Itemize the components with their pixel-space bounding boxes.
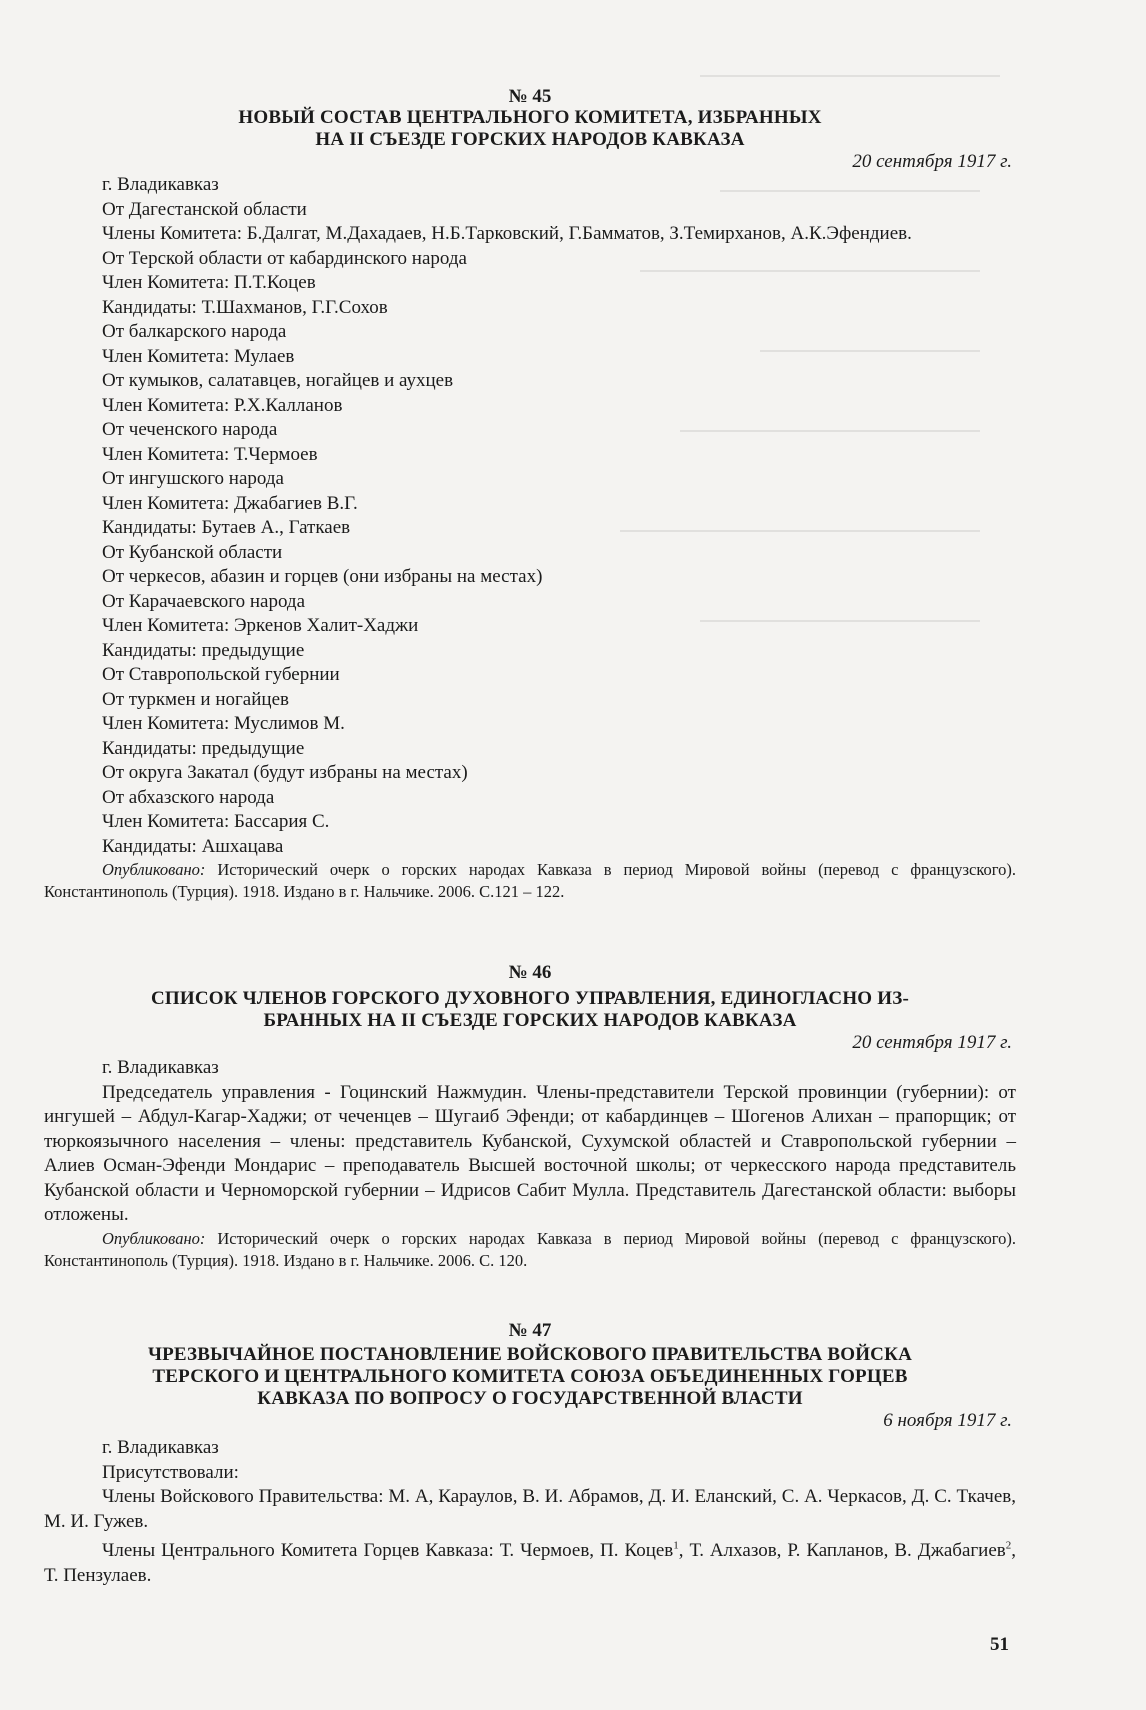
list-item: От округа Закатал (будут избраны на местах)	[102, 762, 468, 783]
list-item: Кандидаты: предыдущие	[102, 737, 305, 759]
footnote-ref: 2	[1005, 1539, 1012, 1552]
committee-text: , Т. Алхазов, Р. Капланов, В. Джабагиев	[678, 1540, 1006, 1561]
document-number: № 46	[508, 962, 552, 983]
document-date: 20 сентября 1917 г.	[852, 151, 1012, 172]
list-item: Член Комитета: Мулаев	[102, 345, 295, 367]
committee-text: , Т. Пензулаев.	[44, 1540, 1017, 1586]
committee-members	[44, 1539, 1016, 1588]
list-item: От Карачаевского народа	[102, 590, 306, 612]
publication-note	[44, 1228, 1016, 1272]
document-title: ТЕРСКОГО И ЦЕНТРАЛЬНОГО КОМИТЕТА СОЮЗА ОБЪЕДИНЕННЫХ ГОРЦЕВ	[152, 1366, 908, 1387]
place: г. Владикавказ	[102, 174, 219, 195]
list-item: От черкесов, абазин и горцев (они избраны на местах)	[102, 566, 543, 587]
list-item: От чеченского народа	[102, 419, 278, 440]
list-item: Член Комитета: Эркенов Халит-Хаджи	[102, 615, 419, 636]
list-item: Член Комитета: Джабагиев В.Г.	[102, 492, 358, 514]
present-heading: Присутствовали:	[102, 1461, 239, 1483]
publication-source: Исторический очерк о горских народах Кавказа в период Мировой войны (перевод с французского). Константинополь (Турция). 1918. Издано в г. Нальчике. 2006. С. 120.	[44, 1228, 1016, 1270]
document-47	[44, 1320, 1016, 1588]
document-number: № 47	[508, 1320, 552, 1341]
document-45	[44, 86, 1016, 903]
document-title: БРАННЫХ НА II СЪЕЗДЕ ГОРСКИХ НАРОДОВ КАВКАЗА	[263, 1010, 797, 1031]
document-title: СПИСОК ЧЛЕНОВ ГОРСКОГО ДУХОВНОГО УПРАВЛЕНИЯ, ЕДИНОГЛАСНО ИЗ-	[151, 988, 909, 1009]
list-item: Кандидаты: Бутаев А., Гаткаев	[102, 517, 351, 538]
document-title: НОВЫЙ СОСТАВ ЦЕНТРАЛЬНОГО КОМИТЕТА, ИЗБРАННЫХ	[238, 107, 822, 128]
list-item: Член Комитета: П.Т.Коцев	[102, 272, 316, 293]
list-item: От ингушского народа	[102, 468, 284, 489]
document-46	[44, 962, 1016, 1272]
footnote-ref: 1	[673, 1539, 679, 1552]
list-item: Кандидаты: Т.Шахманов, Г.Г.Сохов	[102, 296, 388, 318]
document-title: КАВКАЗА ПО ВОПРОСУ О ГОСУДАРСТВЕННОЙ ВЛАСТИ	[257, 1388, 803, 1409]
page-number: 51	[990, 1634, 1009, 1655]
list-item: Кандидаты: Ашхацава	[102, 835, 284, 857]
place: г. Владикавказ	[102, 1437, 219, 1458]
list-item: От кумыков, салатавцев, ногайцев и аухцев	[102, 370, 454, 391]
list-item: Член Комитета: Бассария С.	[102, 811, 330, 832]
document-title: ЧРЕЗВЫЧАЙНОЕ ПОСТАНОВЛЕНИЕ ВОЙСКОВОГО ПРАВИТЕЛЬСТВА ВОЙСКА	[147, 1344, 912, 1365]
list-item: От Кубанской области	[102, 541, 283, 563]
publication-label: Опубликовано:	[102, 860, 206, 879]
publication-note	[44, 859, 1016, 903]
list-item: От абхазского народа	[102, 786, 275, 808]
document-date: 20 сентября 1917 г.	[852, 1032, 1012, 1053]
government-members: Члены Войскового Правительства: М. А, Караулов, В. И. Абрамов, Д. И. Еланский, С. А. Черкасов, Д. С. Ткачев, М. И. Гужев.	[44, 1486, 1016, 1532]
list-item: Член Комитета: Т.Чермоев	[102, 443, 318, 465]
document-title: НА II СЪЕЗДЕ ГОРСКИХ НАРОДОВ КАВКАЗА	[315, 129, 745, 150]
body-paragraph: Председатель управления - Гоцинский Нажмудин. Члены-представители Терской провинции (губернии): от ингушей – Абдул-Кагар-Хаджи; от чеченцев – Шугаиб Эфенди; от кабардинцев – Шогенов Алихан – прапорщик; от тюркоязычного населения – члены: представитель Кубанской, Сухумской областей и Ставропольской губернии – Алиев Осман-Эфенди Мондарис – преподаватель Высшей восточной школы; от черкесского народа представитель Кубанской области и Черноморской губернии – Идрисов Сабит Мулла. Представитель Дагестанской области: выборы отложены.	[44, 1081, 1016, 1225]
list-item: От Терской области от кабардинского народа	[102, 247, 467, 269]
list-item: Кандидаты: предыдущие	[102, 639, 305, 661]
members-paragraph: Члены Комитета: Б.Далгат, М.Дахадаев, Н.Б.Тарковский, Г.Бамматов, З.Темирханов, А.К.Эфендиев.	[102, 223, 912, 244]
document-number: № 45	[508, 86, 552, 107]
list-item: Член Комитета: Р.Х.Калланов	[102, 394, 343, 416]
list-item: От туркмен и ногайцев	[102, 688, 289, 710]
publication-source: Исторический очерк о горских народах Кавказа в период Мировой войны (перевод с французского). Константинополь (Турция). 1918. Издано в г. Нальчике. 2006. С.121 – 122.	[44, 860, 1016, 901]
list-item: От балкарского народа	[102, 321, 287, 342]
document-date: 6 ноября 1917 г.	[883, 1410, 1012, 1431]
list-item: Член Комитета: Муслимов М.	[102, 713, 345, 734]
publication-label: Опубликовано:	[102, 1228, 206, 1248]
committee-text: Члены Центрального Комитета Горцев Кавказа: Т. Чермоев, П. Коцев	[102, 1540, 674, 1561]
list-item: От Ставропольской губернии	[102, 664, 340, 685]
place: г. Владикавказ	[102, 1057, 219, 1078]
region-heading: От Дагестанской области	[102, 198, 307, 220]
